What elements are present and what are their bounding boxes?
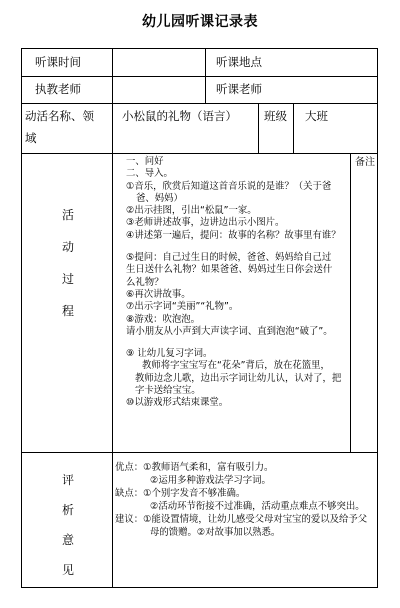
row-divider	[22, 103, 377, 104]
grade-value: 大班	[305, 109, 328, 123]
col-divider	[112, 49, 113, 588]
col-divider	[205, 49, 206, 103]
col-divider	[258, 103, 259, 153]
evaluation-line: 建议：①能设置情境，让幼儿感受父母对宝宝的爱以及给予父	[115, 513, 368, 525]
col-divider	[350, 153, 351, 452]
process-line: 一、问好	[126, 156, 164, 167]
evaluation-line: ②活动环节衔接不过准确，活动重点难点不够突出。	[150, 500, 365, 512]
time-label: 听课时间	[35, 55, 81, 69]
activity-name: 小松鼠的礼物（语言）	[122, 109, 237, 123]
teacher-label: 执教老师	[35, 82, 81, 96]
process-line: 教师将字宝宝写在“花朵”背后，放在花篮里，	[142, 360, 330, 372]
process-line: 请小朋友从小声到大声读字词、直到泡泡“破了”。	[126, 325, 333, 337]
process-line: ④讲述第一遍后，提问：故事的名称？故事里有谁？	[126, 229, 341, 241]
evaluation-line: ②运用多种游戏法学习字词。	[150, 474, 271, 486]
process-line: 生日送什么礼物？如果爸爸、妈妈过生日你会送什	[126, 264, 333, 276]
process-line: ②出示挂图，引出“松鼠”一家。	[126, 205, 257, 217]
process-line: ③老师讲述故事，边讲边出示小图片。	[126, 217, 285, 229]
evaluation-line: 缺点：①个别字发音不够准确。	[115, 487, 246, 499]
process-line: 么礼物？	[126, 276, 164, 288]
activity-label-cont: 域	[25, 131, 37, 145]
row-divider	[22, 452, 377, 453]
activity-label: 动活名称、领	[25, 109, 94, 123]
row-divider	[22, 76, 377, 77]
remarks-label: 备注	[355, 157, 375, 168]
process-line: 字卡送给宝宝。	[135, 385, 201, 397]
place-label: 听课地点	[216, 55, 262, 69]
evaluation-line: 优点：①教师语气柔和，富有吸引力。	[115, 462, 274, 473]
evaluation-content	[115, 462, 367, 539]
process-line: ⑩以游戏形式结束课堂。	[126, 397, 229, 409]
process-line: ⑦出示字词“美丽”“礼物”。	[126, 301, 239, 313]
grade-label: 班级	[264, 109, 287, 123]
record-table	[21, 48, 378, 588]
process-line: 教师边念儿歌，边出示字词让幼儿认，认对了，把	[135, 372, 342, 384]
observer-label: 听课老师	[216, 82, 262, 96]
col-divider	[293, 103, 294, 153]
process-line: ⑤提问：自己过生日的时候，爸爸、妈妈给自己过	[126, 252, 332, 264]
process-line: ⑥再次讲故事。	[126, 288, 191, 300]
evaluation-line: 母的馈赠。②对故事加以熟悉。	[150, 526, 281, 538]
evaluation-section-label: 评 析 意 见	[61, 473, 74, 577]
process-line: 爸、妈妈）	[136, 192, 183, 204]
row-divider	[22, 153, 377, 154]
process-line: ⑨ 让幼儿复习字词。	[126, 348, 213, 360]
process-line: ①音乐，欣赏后知道这首音乐说的是谁？（关于爸	[126, 180, 332, 192]
process-line: 二、导入。	[126, 168, 173, 180]
process-section-label: 活 动 过 程	[61, 208, 74, 318]
process-content	[115, 156, 341, 410]
page-title: 幼儿园听课记录表	[142, 14, 258, 30]
process-line: ⑧游戏：吹泡泡。	[126, 313, 201, 325]
